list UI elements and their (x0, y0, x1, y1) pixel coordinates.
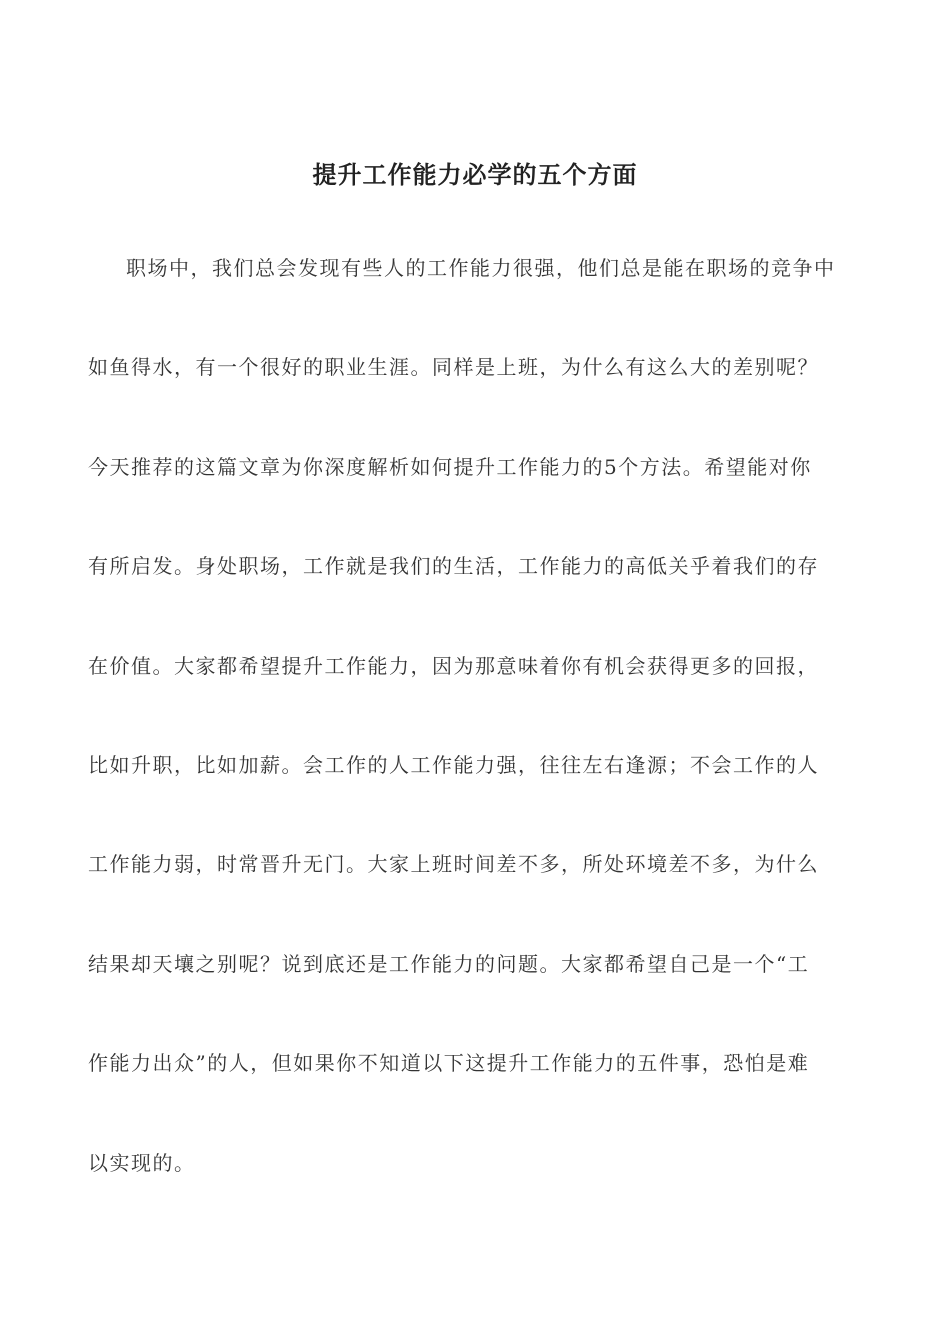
paragraph-line-8: 结果却天壤之别呢？说到底还是工作能力的问题。大家都希望自己是一个“工 (88, 952, 810, 976)
paragraph-line-10: 以实现的。 (88, 1151, 196, 1175)
paragraph-line-7: 工作能力弱，时常晋升无门。大家上班时间差不多，所处环境差不多，为什么 (88, 852, 819, 876)
paragraph-line-3: 今天推荐的这篇文章为你深度解析如何提升工作能力的5个方法。希望能对你 (88, 455, 812, 479)
paragraph-line-5: 在价值。大家都希望提升工作能力，因为那意味着你有机会获得更多的回报， (88, 654, 819, 678)
paragraph-line-1: 职场中，我们总会发现有些人的工作能力很强，他们总是能在职场的竞争中 (126, 256, 836, 280)
paragraph-line-6: 比如升职，比如加薪。会工作的人工作能力强，往往左右逢源；不会工作的人 (88, 753, 819, 777)
paragraph-line-4: 有所启发。身处职场，工作就是我们的生活，工作能力的高低关乎着我们的存 (88, 554, 819, 578)
paragraph-line-2: 如鱼得水，有一个很好的职业生涯。同样是上班，为什么有这么大的差别呢？ (88, 355, 819, 379)
document-title: 提升工作能力必学的五个方面 (312, 160, 638, 189)
paragraph-line-9: 作能力出众”的人，但如果你不知道以下这提升工作能力的五件事，恐怕是难 (88, 1051, 810, 1075)
